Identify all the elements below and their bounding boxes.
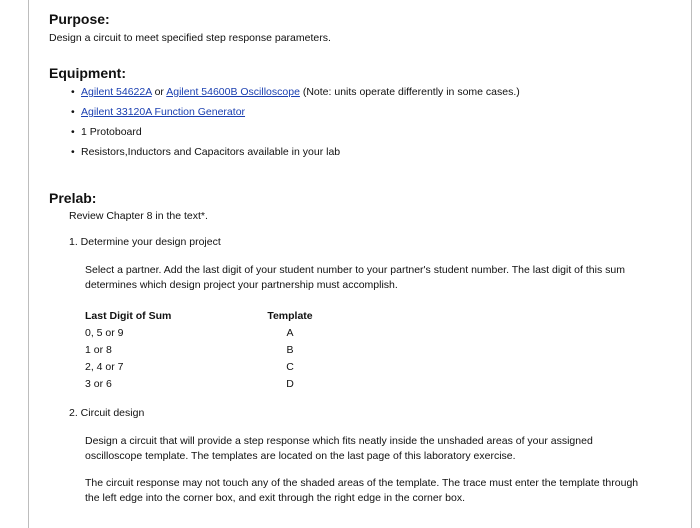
step2-body-2: The circuit response may not touch any of the shaded areas of the template. The trace must enter the template through the left edge into the corner box, and exit through the right edge in the corner box. <box>85 477 639 504</box>
table-cell: B <box>286 343 294 356</box>
step1-body: Select a partner. Add the last digit of your student number to your partner's student number. The last digit of this sum determines which design project your partnership must accomplish. <box>85 264 625 291</box>
bullet: • <box>71 146 75 158</box>
table-cell: D <box>286 377 294 390</box>
step1-title: 1. Determine your design project <box>69 236 221 248</box>
equipment-item-oscilloscope <box>71 86 520 98</box>
protoboard-text: 1 Protoboard <box>81 126 142 138</box>
agilent-54600b-link[interactable]: Agilent 54600B Oscilloscope <box>166 86 300 98</box>
components-text: Resistors,Inductors and Capacitors available in your lab <box>81 146 341 158</box>
bullet: • <box>71 86 75 98</box>
equipment-item-components <box>71 146 340 158</box>
table-cell: 1 or 8 <box>85 343 112 356</box>
template-table <box>85 307 330 392</box>
table-cell: A <box>286 326 294 339</box>
table-row <box>85 341 330 358</box>
header-template: Template <box>267 309 313 322</box>
equipment-item-protoboard <box>71 126 142 138</box>
table-cell: 2, 4 or 7 <box>85 360 124 373</box>
table-row <box>85 324 330 341</box>
document-page <box>28 0 692 528</box>
table-cell: 3 or 6 <box>85 377 112 390</box>
bullet: • <box>71 126 75 138</box>
agilent-33120a-link[interactable]: Agilent 33120A Function Generator <box>81 106 246 118</box>
oscilloscope-note: (Note: units operate differently in some cases.) <box>299 86 520 98</box>
header-last-digit: Last Digit of Sum <box>85 309 172 322</box>
prelab-heading: Prelab: <box>49 190 97 206</box>
equipment-heading: Equipment: <box>49 65 126 81</box>
bullet: • <box>71 106 75 118</box>
table-cell: 0, 5 or 9 <box>85 326 124 339</box>
agilent-54622a-link[interactable]: Agilent 54622A <box>81 86 152 98</box>
purpose-text: Design a circuit to meet specified step response parameters. <box>49 32 331 44</box>
prelab-review-text: Review Chapter 8 in the text*. <box>69 210 208 222</box>
purpose-heading: Purpose: <box>49 11 110 27</box>
step2-body-1: Design a circuit that will provide a step response which fits neatly inside the unshaded areas of your assigned oscilloscope template. The templates are located on the last page of this laboratory exercise. <box>85 435 593 462</box>
table-row <box>85 375 330 392</box>
table-cell: C <box>286 360 294 373</box>
step2-title: 2. Circuit design <box>69 407 145 419</box>
table-row <box>85 358 330 375</box>
table-header-row <box>85 307 330 324</box>
equipment-item-function-generator <box>71 106 245 118</box>
or-text: or <box>151 86 167 98</box>
